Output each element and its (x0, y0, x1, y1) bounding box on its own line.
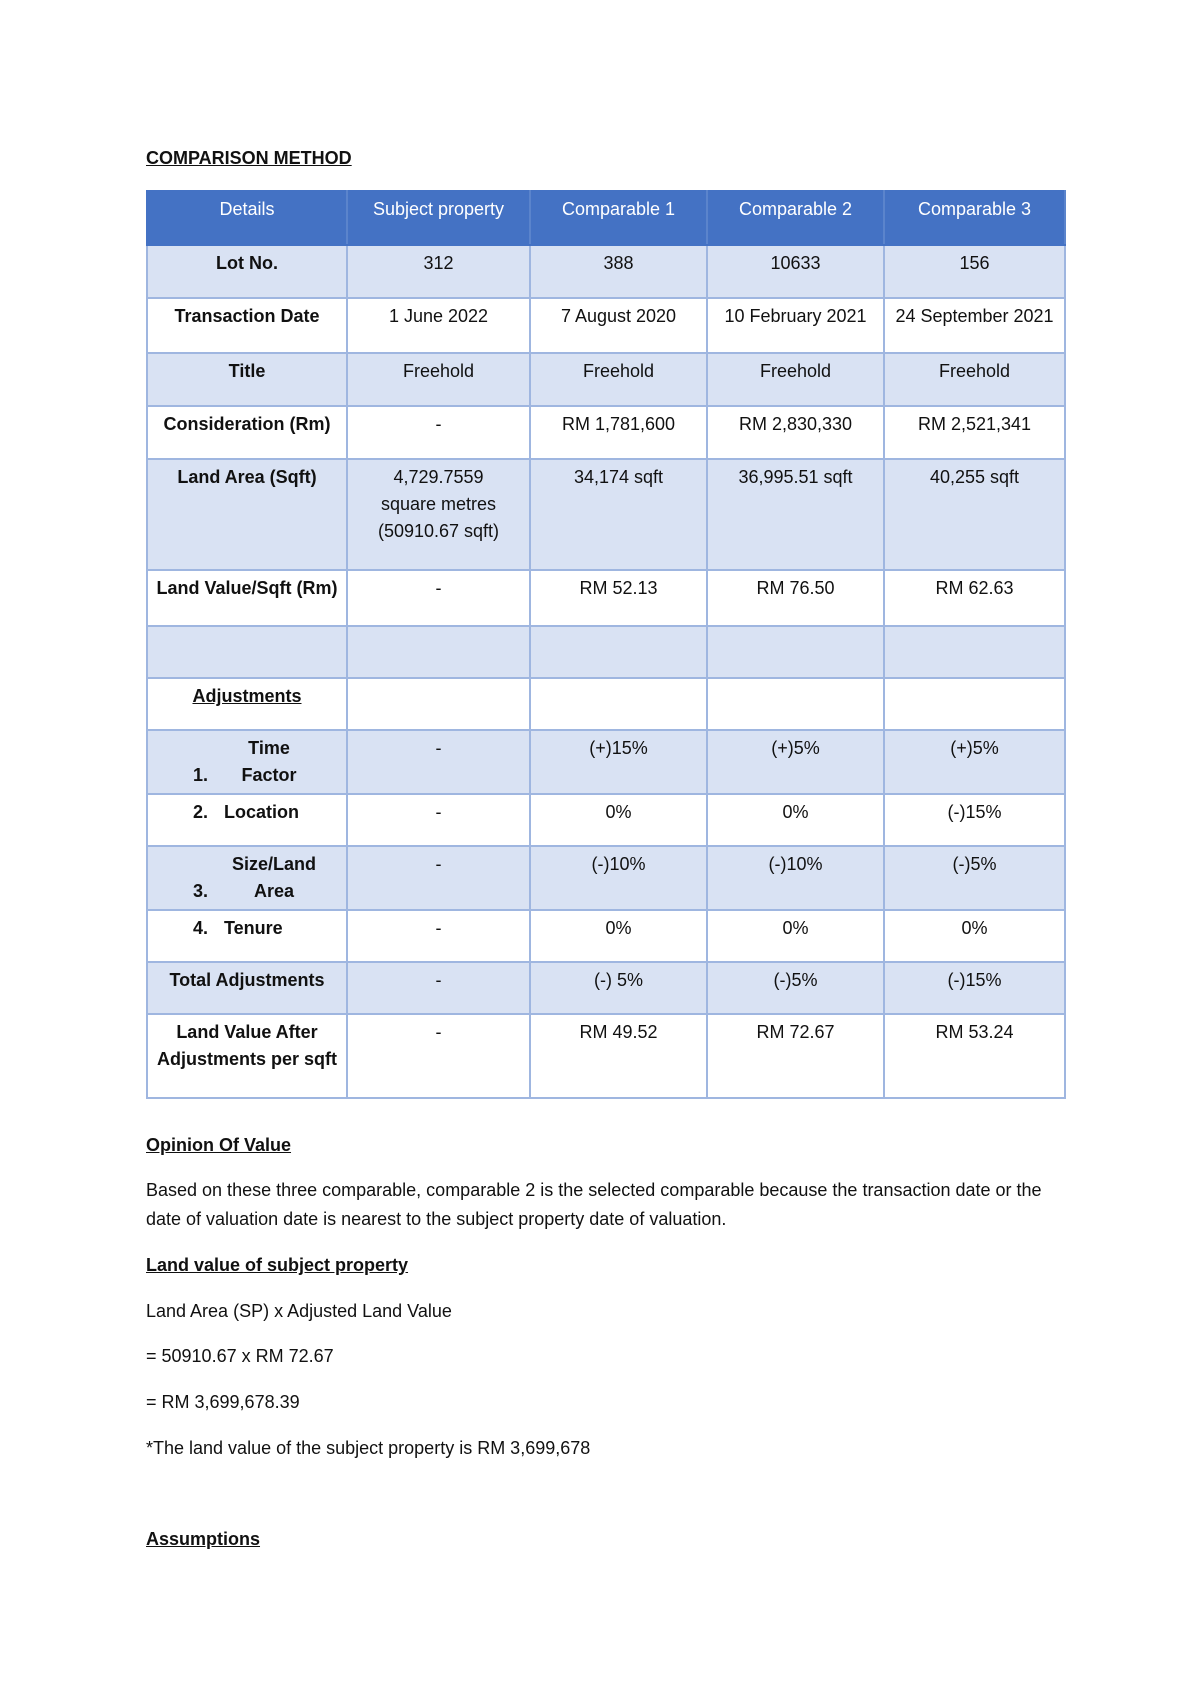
table-cell: - (347, 1014, 530, 1098)
row-label (147, 730, 347, 794)
table-row-empty (147, 626, 1065, 678)
table-cell: - (347, 730, 530, 794)
table-cell: Freehold (884, 353, 1065, 406)
conclusion-line: *The land value of the subject property is RM 3,699,678 (146, 1438, 591, 1458)
table-cell: 4,729.7559 square metres (50910.67 sqft) (347, 459, 530, 570)
table-cell: 0% (707, 910, 884, 962)
table-cell: 10 February 2021 (707, 298, 884, 353)
row-label: Transaction Date (147, 298, 347, 353)
item-number: 2. (192, 802, 208, 822)
table-cell: - (347, 570, 530, 626)
item-number: 4. (192, 918, 208, 938)
table-cell: RM 1,781,600 (530, 406, 707, 459)
table-cell-empty (884, 626, 1065, 678)
table-row (147, 459, 1065, 570)
table-cell: - (347, 846, 530, 910)
table-row (147, 910, 1065, 962)
row-label: Land Area (Sqft) (147, 459, 347, 570)
table-cell: (-)5% (884, 846, 1065, 910)
table-cell: 312 (347, 245, 530, 298)
table-cell: RM 2,521,341 (884, 406, 1065, 459)
table-cell: (-)10% (707, 846, 884, 910)
land-value-heading: Land value of subject property (146, 1255, 409, 1275)
row-label-adjustments (147, 678, 347, 730)
table-cell: (-)10% (530, 846, 707, 910)
row-label: Title (147, 353, 347, 406)
calc-line-2: = 50910.67 x RM 72.67 (146, 1346, 334, 1366)
table-row (147, 794, 1065, 846)
table-cell: - (347, 406, 530, 459)
table-cell: RM 2,830,330 (707, 406, 884, 459)
table-cell: RM 53.24 (884, 1014, 1065, 1098)
header-subject: Subject property (347, 191, 530, 245)
table-cell: 0% (530, 910, 707, 962)
row-label: Land Value/Sqft (Rm) (147, 570, 347, 626)
table-cell: 388 (530, 245, 707, 298)
table-row (147, 846, 1065, 910)
table-cell-empty (707, 626, 884, 678)
table-cell-empty (884, 678, 1065, 730)
table-cell: 10633 (707, 245, 884, 298)
row-label: Land Value After Adjustments per sqft (147, 1014, 347, 1098)
table-cell: RM 62.63 (884, 570, 1065, 626)
table-cell: RM 49.52 (530, 1014, 707, 1098)
section-heading: COMPARISON METHOD (146, 148, 352, 168)
table-cell: - (347, 910, 530, 962)
item-label: Time Factor (241, 738, 297, 785)
table-row (147, 298, 1065, 353)
table-cell: (-) 5% (530, 962, 707, 1014)
item-label: Tenure (224, 918, 283, 938)
table-row (147, 1014, 1065, 1098)
table-cell-empty (347, 678, 530, 730)
table-cell: 24 September 2021 (884, 298, 1065, 353)
table-cell: 0% (707, 794, 884, 846)
row-label (147, 910, 347, 962)
table-cell: - (347, 794, 530, 846)
table-row (147, 730, 1065, 794)
table-cell: RM 76.50 (707, 570, 884, 626)
row-label: Total Adjustments (147, 962, 347, 1014)
row-label: Lot No. (147, 245, 347, 298)
calc-line-1: Land Area (SP) x Adjusted Land Value (146, 1301, 452, 1321)
table-row (147, 678, 1065, 730)
item-number: 1. (192, 765, 208, 785)
table-cell-empty (147, 626, 347, 678)
table-header-row (147, 191, 1065, 245)
table-cell: (+)5% (707, 730, 884, 794)
header-comp2: Comparable 2 (707, 191, 884, 245)
table-cell-empty (707, 678, 884, 730)
item-label: Size/Land Area (231, 854, 316, 901)
table-row (147, 406, 1065, 459)
table-cell: RM 72.67 (707, 1014, 884, 1098)
table-cell: 156 (884, 245, 1065, 298)
table-row (147, 353, 1065, 406)
table-cell-empty (530, 678, 707, 730)
table-row (147, 962, 1065, 1014)
row-label (147, 794, 347, 846)
table-cell: RM 52.13 (530, 570, 707, 626)
table-cell: 0% (530, 794, 707, 846)
table-cell: Freehold (347, 353, 530, 406)
table-cell: (+)15% (530, 730, 707, 794)
comparison-table (146, 190, 1066, 1099)
item-label: Location (224, 802, 299, 822)
table-cell: (-)15% (884, 794, 1065, 846)
table-cell: - (347, 962, 530, 1014)
table-cell-empty (347, 626, 530, 678)
assumptions-heading: Assumptions (146, 1529, 261, 1549)
table-cell: 34,174 sqft (530, 459, 707, 570)
adjustments-label: Adjustments (192, 686, 302, 706)
row-label (147, 846, 347, 910)
row-label: Consideration (Rm) (147, 406, 347, 459)
header-details: Details (147, 191, 347, 245)
opinion-text: Based on these three comparable, comparable 2 is the selected comparable because the transaction date or the date of valuation date is nearest to the subject property date of valuation. (146, 1180, 1042, 1229)
table-cell: 7 August 2020 (530, 298, 707, 353)
table-cell: (-)5% (707, 962, 884, 1014)
table-cell: Freehold (530, 353, 707, 406)
item-number: 3. (192, 881, 208, 901)
table-cell: 40,255 sqft (884, 459, 1065, 570)
table-row (147, 245, 1065, 298)
table-cell-empty (530, 626, 707, 678)
opinion-heading: Opinion Of Value (146, 1135, 292, 1155)
table-cell: 1 June 2022 (347, 298, 530, 353)
table-cell: (+)5% (884, 730, 1065, 794)
table-row (147, 570, 1065, 626)
table-cell: (-)15% (884, 962, 1065, 1014)
calc-line-3: = RM 3,699,678.39 (146, 1392, 300, 1412)
header-comp3: Comparable 3 (884, 191, 1065, 245)
table-cell: Freehold (707, 353, 884, 406)
table-cell: 36,995.51 sqft (707, 459, 884, 570)
header-comp1: Comparable 1 (530, 191, 707, 245)
table-cell: 0% (884, 910, 1065, 962)
